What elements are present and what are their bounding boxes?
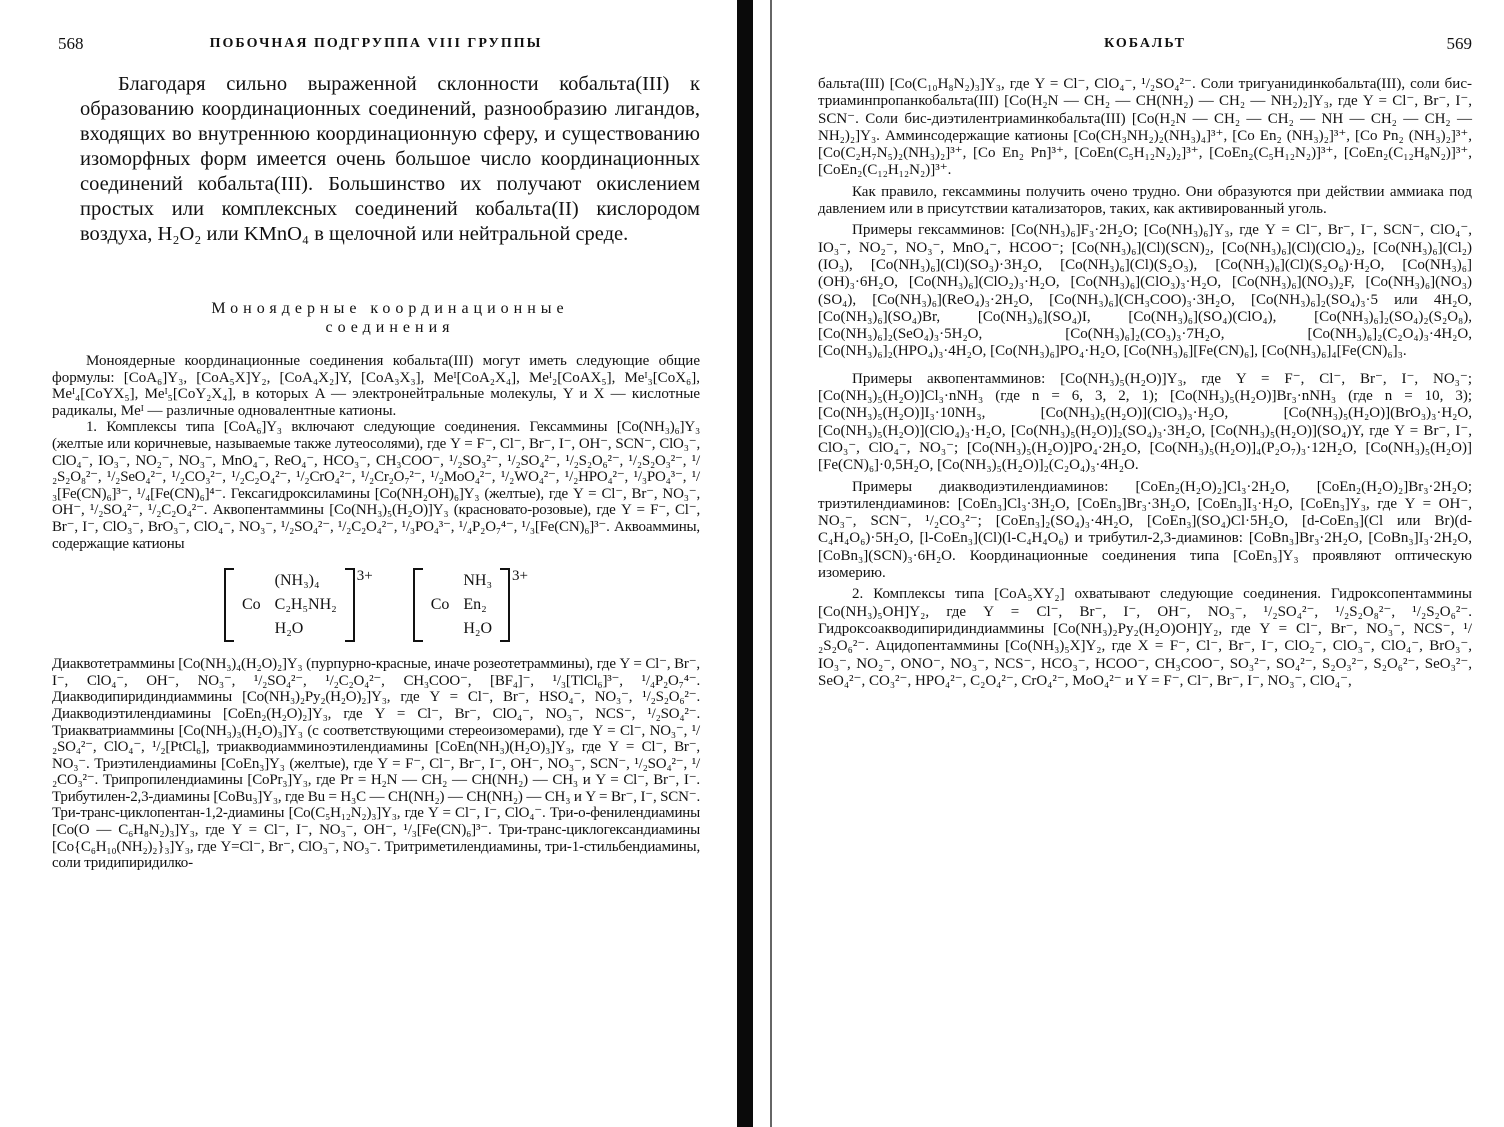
- paragraph-general-formulas: Моноядерные координационные соединения кобальта(III) могут иметь следующие общие формулы: [CoA₆]Y₃, [CoA₅X]Y₂, [CoA₄X₂]Y, [CoA₃X₃], Meᴵ[CoA₂X₄], Meᴵ₂[CoAX₅], Meᴵ₃[CoX₆], Meᴵ₄[CoYX₅], Meᴵ₅[CoY₂X₄], в которых A — электронейтральные молекулы, Y и X — кислотные радикалы, Meᴵ — различные одновалентные катионы.: [52, 353, 700, 419]
- book-gutter: [737, 0, 753, 1127]
- formula-1-ligand-2: C₂H₅NH₂: [274, 596, 337, 614]
- page-number-left: 568: [58, 34, 84, 53]
- formula-cation-2: [413, 568, 528, 642]
- formula-cation-1: [224, 568, 373, 642]
- formula-2-ligand-3: H₂O: [463, 620, 493, 638]
- paragraph-aquopentammine-examples: Примеры аквопентамминов: [Co(NH₃)₅(H₂O)]Y₃, где Y = F⁻, Cl⁻, Br⁻, I⁻, NO₃⁻; [Co(NH₃)₅(H₂O)]Cl₃·nNH₃ (где n = 6, 3, 2, 1); [Co(NH₃)₅(H₂O)]Br₃·nNH₃ (где n = 10, 3); [Co(NH₃)₅(H₂O)]I₃·10NH₃, [Co(NH₃)₅(H₂O)](ClO₃)₃·H₂O, [Co(NH₃)₅(H₂O)](BrO₃)₃·H₂O, [Co(NH₃)₅(H₂O)](ClO₄)₃·H₂O, [Co(NH₃)₅(H₂O)]₂(SO₄)₃·3H₂O, [Co(NH₃)₅(H₂O)](SO₄)Y, где Y = Br⁻, I⁻, ClO₃⁻, ClO₄⁻, NO₃⁻; [Co(NH₃)₅(H₂O)]PO₄·2H₂O, [Co(NH₃)₅(H₂O)]₄(P₂O₇)₃·12H₂O, [Co(NH₃)₅(H₂O)][Fe(CN)₆]·0,5H₂O, [Co(NH₃)₅(H₂O)]₂(C₂O₄)₃·4H₂O.: [818, 370, 1472, 474]
- right-page-header: [818, 34, 1472, 64]
- left-page: [0, 0, 720, 1127]
- paragraph-hexammines: 1. Комплексы типа [CoA₆]Y₃ включают следующие соединения. Гексаммины [Co(NH₃)₆]Y₃ (желтые или коричневые, называемые также лутеосолями), где Y = F⁻, Cl⁻, Br⁻, I⁻, OH⁻, SCN⁻, ClO₃⁻, ClO₄⁻, IO₃⁻, NO₂⁻, NO₃⁻, MnO₄⁻, ReO₄⁻, HCO₃⁻, CH₃COO⁻, ¹/₂SO₃²⁻, ¹/₂SO₄²⁻, ¹/₂S₂O₆²⁻, ¹/₂S₂O₃²⁻, ¹/₂S₂O₈²⁻, ¹/₂SeO₄²⁻, ¹/₂CO₃²⁻, ¹/₂C₂O₄²⁻, ¹/₂CrO₄²⁻, ¹/₂Cr₂O₇²⁻, ¹/₂MoO₄²⁻, ¹/₂WO₄²⁻, ¹/₂HPO₄²⁻, ¹/₃PO₄³⁻, ¹/₃[Fe(CN)₆]³⁻, ¹/₄[Fe(CN)₆]⁴⁻. Гексагидроксиламины [Co(NH₂OH)₆]Y₃ (желтые), где Y = Cl⁻, Br⁻, NO₃⁻, OH⁻, ¹/₂SO₄²⁻, ¹/₂C₂O₄²⁻. Аквопентаммины [Co(NH₃)₅(H₂O)]Y₃ (красновато-розовые), где Y = F⁻, Cl⁻, Br⁻, I⁻, ClO₃⁻, BrO₃⁻, ClO₄⁻, NO₃⁻, ¹/₂SO₄²⁻, ¹/₂C₂O₄²⁻, ¹/₃PO₄³⁻, ¹/₄P₂O₇⁴⁻, ¹/₃[Fe(CN)₆]³⁻. Аквоаммины, содержащие катионы: [52, 419, 700, 552]
- running-title-right: КОБАЛЬТ: [1104, 36, 1186, 51]
- paragraph-hexammine-examples: Примеры гексамминов: [Co(NH₃)₆]F₃·2H₂O; [Co(NH₃)₆]Y₃, где Y = Cl⁻, Br⁻, I⁻, SCN⁻, ClO₄⁻, IO₃⁻, NO₂⁻, NO₃⁻, MnO₄⁻, HCOO⁻; [Co(NH₃)₆](Cl)(SCN)₂, [Co(NH₃)₆](Cl)(ClO₄)₂, [Co(NH₃)₆](Cl₂)(IO₃), [Co(NH₃)₆](Cl)(SO₃)·3H₂O, [Co(NH₃)₆](Cl)(S₂O₃), [Co(NH₃)₆](Cl)(S₂O₆)·H₂O, [Co(NH₃)₆](OH)₃·6H₂O, [Co(NH₃)₆](ClO₂)₃·H₂O, [Co(NH₃)₆](ClO₃)₃·H₂O, [Co(NH₃)₆](NO₃)₂F, [Co(NH₃)₆](NO₃)(SO₄), [Co(NH₃)₆](ReO₄)₃·2H₂O, [Co(NH₃)₆](CH₃COO)₃·3H₂O, [Co(NH₃)₆]₂(SO₄)₃·5 или 4H₂O, [Co(NH₃)₆](SO₄)Br, [Co(NH₃)₆](SO₄)I, [Co(NH₃)₆](SO₄)(ClO₄), [Co(NH₃)₆]₂(SO₄)₂(S₂O₈), [Co(NH₃)₆]₂(SeO₄)₃·5H₂O, [Co(NH₃)₆]₂(CO₃)₃·7H₂O, [Co(NH₃)₆]₂(C₂O₄)₃·4H₂O, [Co(NH₃)₆]₂(HPO₄)₃·4H₂O, [Co(NH₃)₆]PO₄·H₂O, [Co(NH₃)₆][Fe(CN)₆], [Co(NH₃)₆]₄[Fe(CN)₆]₃.: [818, 222, 1472, 360]
- paragraph-hexammine-preparation: Как правило, гексаммины получить очено трудно. Они образуются при действии аммиака под давлением или в присутствии катализаторов, таких, как активированный уголь.: [818, 183, 1472, 218]
- formula-2-metal: Co: [430, 596, 450, 614]
- book-gutter-shadow: [770, 0, 772, 1127]
- section-title: [80, 299, 700, 337]
- formula-1-ligand-3: H₂O: [274, 620, 304, 638]
- paragraph-cobalt-complexes-type-2: 2. Комплексы типа [CoA₅XY₂] охватывают следующие соединения. Гидроксопентаммины [Co(NH₃)₅OH]Y₂, где Y = Cl⁻, Br⁻, I⁻, OH⁻, NO₃⁻, ¹/₂SO₄²⁻, ¹/₂S₂O₈²⁻, ¹/₂S₂O₆²⁻. Гидроксоакводипиридиндиаммины [Co(NH₃)₂Py₂(H₂O)OH]Y₂, где Y = Cl⁻, Br⁻, NO₃⁻, NCS⁻, ¹/₂S₂O₆²⁻. Ацидопентаммины [Co(NH₃)₅X]Y₂, где X = F⁻, Cl⁻, Br⁻, I⁻, ClO₂⁻, ClO₃⁻, ClO₄⁻, BrO₃⁻, IO₃⁻, NO₂⁻, ONO⁻, NO₃⁻, NCS⁻, HCO₃⁻, HCOO⁻, CH₃COO⁻, SO₃²⁻, SO₄²⁻, S₂O₃²⁻, S₂O₆²⁻, SeO₃²⁻, SeO₄²⁻, CO₃²⁻, HPO₄²⁻, C₂O₄²⁻, CrO₄²⁻, MoO₄²⁻ и Y = F⁻, Cl⁻, Br⁻, I⁻, NO₃⁻, ClO₄⁻,: [818, 586, 1472, 689]
- paragraph-aquoammines: Диаквотетраммины [Co(NH₃)₄(H₂O)₂]Y₃ (пурпурно-красные, иначе розеотетраммины), где Y = Cl⁻, Br⁻, I⁻, ClO₄⁻, OH⁻, NO₃⁻, ¹/₂SO₄²⁻, ¹/₂C₂O₄²⁻, CH₃COO⁻, [BF₄]⁻, ¹/₃[TlCl₆]³⁻, ¹/₄P₂O₇⁴⁻. Диакводипиридиндиаммины [Co(NH₃)₂Py₂(H₂O)₂]Y₃, где Y = Cl⁻, Br⁻, HSO₄⁻, NO₃⁻, ¹/₂S₂O₆²⁻. Диакводиэтилендиамины [CoEn₂(H₂O)₂]Y₃, где Y = Cl⁻, Br⁻, ClO₄⁻, NO₃⁻, NCS⁻, ¹/₂SO₄²⁻. Триакватриаммины [Co(NH₃)₃(H₂O)₃]Y₃ (с соответствующими стереоизомерами), где Y = Cl⁻, NO₃⁻, ¹/₂SO₄²⁻, ClO₄⁻, ¹/₂[PtCl₆], триакводиамминоэтилендиамины [CoEn(NH₃)(H₂O)₃]Y₃, где Y = Cl⁻, Br⁻, NO₃⁻. Триэтилендиамины [CoEn₃]Y₃ (желтые), где Y = F⁻, Cl⁻, Br⁻, I⁻, OH⁻, NO₃⁻, SCN⁻, ¹/₂SO₄²⁻, ¹/₂CO₃²⁻. Трипропилендиамины [CoPr₃]Y₃, где Pr = H₂N — CH₂ — CH(NH₂) — CH₃ и Y = Cl⁻, Br⁻, I⁻. Трибутилен-2,3-диамины [CoBu₃]Y₃, где Bu = H₃C — CH(NH₂) — CH(NH₂) — CH₃ и Y = Br⁻, I⁻, SCN⁻. Три-транс-циклопентан-1,2-диамины [Co(C₅H₁₂N₂)₃]Y₃, где Y = Cl⁻, I⁻, ClO₄⁻. Три-о-фенилендиамины [Co(O — C₆H₈N₂)₃]Y₃, где Y = Cl⁻, I⁻, NO₃⁻, OH⁻, ¹/₃[Fe(CN)₆]³⁻. Три-транс-циклогександиамины [Co{C₆H₁₀(NH₂)₂}₃]Y₃, где Y=Cl⁻, Br⁻, ClO₃⁻, NO₃⁻. Тритриметилендиамины, три-1-стильбендиамины, соли тридипиридилко-: [52, 656, 700, 872]
- intro-paragraph: Благодаря сильно выраженной склонности кобальта(III) к образованию координационных соединений, разнообразию лигандов, входящих во внутреннюю координационную сферу, и существованию изоморфных форм имеется очень большое число координационных соединений кобальта(III). Большинство их получают окислением простых или комплексных соединений кобальта(II) кислородом воздуха, H₂O₂ или KMnO₄ в щелочной или нейтральной среде.: [80, 73, 700, 245]
- right-page: [786, 0, 1504, 1127]
- section-title-line2: соединения: [325, 319, 455, 336]
- paragraph-diaquo-examples: Примеры диакводиэтилендиаминов: [CoEn₂(H₂O)₂]Cl₃·2H₂O, [CoEn₂(H₂O)₂]Br₃·2H₂O; триэтилендиаминов: [CoEn₃]Cl₃·3H₂O, [CoEn₃]Br₃·3H₂O, [CoEn₃]I₃·H₂O, [CoEn₃]Y₃, где Y = OH⁻, NO₃⁻, SCN⁻, ¹/₂CO₃²⁻; [CoEn₃]₂(SO₄)₃·4H₂O, [CoEn₃](SO₄)Cl·5H₂O, [d-CoEn₃](Cl или Br)(d-C₄H₄O₆)·5H₂O, [l-CoEn₃](Cl)(l-C₄H₄O₆) и трибутил-2,3-диаминов: [CoBn₃]Br₃·2H₂O, [CoBn₃]I₃·2H₂O, [CoBn₃](SCN)₃·6H₂O. Координационные соединения типа [CoEn₃]Y₃ проявляют оптическую изомерию.: [818, 478, 1472, 582]
- formula-1-charge: 3+: [356, 568, 373, 585]
- formula-1-ligand-1: (NH₃)₄: [274, 572, 320, 590]
- left-page-header: [52, 34, 700, 64]
- formula-2-ligand-2: En₂: [463, 596, 487, 614]
- right-page-body: [818, 76, 1472, 690]
- running-title-left: ПОБОЧНАЯ ПОДГРУППА VIII ГРУППЫ: [209, 36, 543, 51]
- section-title-line1: Моноядерные координационные: [211, 300, 569, 317]
- page-number-right: 569: [1446, 34, 1472, 53]
- complex-cation-formulas: [52, 568, 700, 642]
- formula-1-metal: Co: [241, 596, 261, 614]
- formula-2-ligand-1: NH₃: [463, 572, 493, 590]
- formula-2-charge: 3+: [512, 568, 529, 585]
- paragraph-cobalt-salts: бальта(III) [Co(C₁₀H₈N₂)₃]Y₃, где Y = Cl⁻, ClO₄⁻, ¹/₂SO₄²⁻. Соли тригуанидинкобальта(III), соли бис-триаминпропанкобальта(III) [Co(H₂N — CH₂ — CH(NH₂) — CH₂ — NH₂)₂]Y₃, где Y = Cl⁻, Br⁻, I⁻, SCN⁻. Соли бис-диэтилентриаминкобальта(III) [Co(H₂N — CH₂ — CH₂ — NH — CH₂ — CH₂ — NH₂)₂]Y₃. Амминсодержащие катионы [Co(CH₃NH₂)₂(NH₃)₄]³⁺, [Co En₂ (NH₃)₂]³⁺, [Co Pn₂ (NH₃)₂]³⁺, [Co(C₂H₇N₅)₂(NH₃)₂]³⁺, [Co En₂ Pn]³⁺, [CoEn(C₅H₁₂N₂)₂]³⁺, [CoEn₂(C₅H₁₂N₂)]³⁺, [CoEn₂(C₁₂H₈N₂)]³⁺, [CoEn₂(C₁₂H₁₂N₂)]³⁺.: [818, 76, 1472, 179]
